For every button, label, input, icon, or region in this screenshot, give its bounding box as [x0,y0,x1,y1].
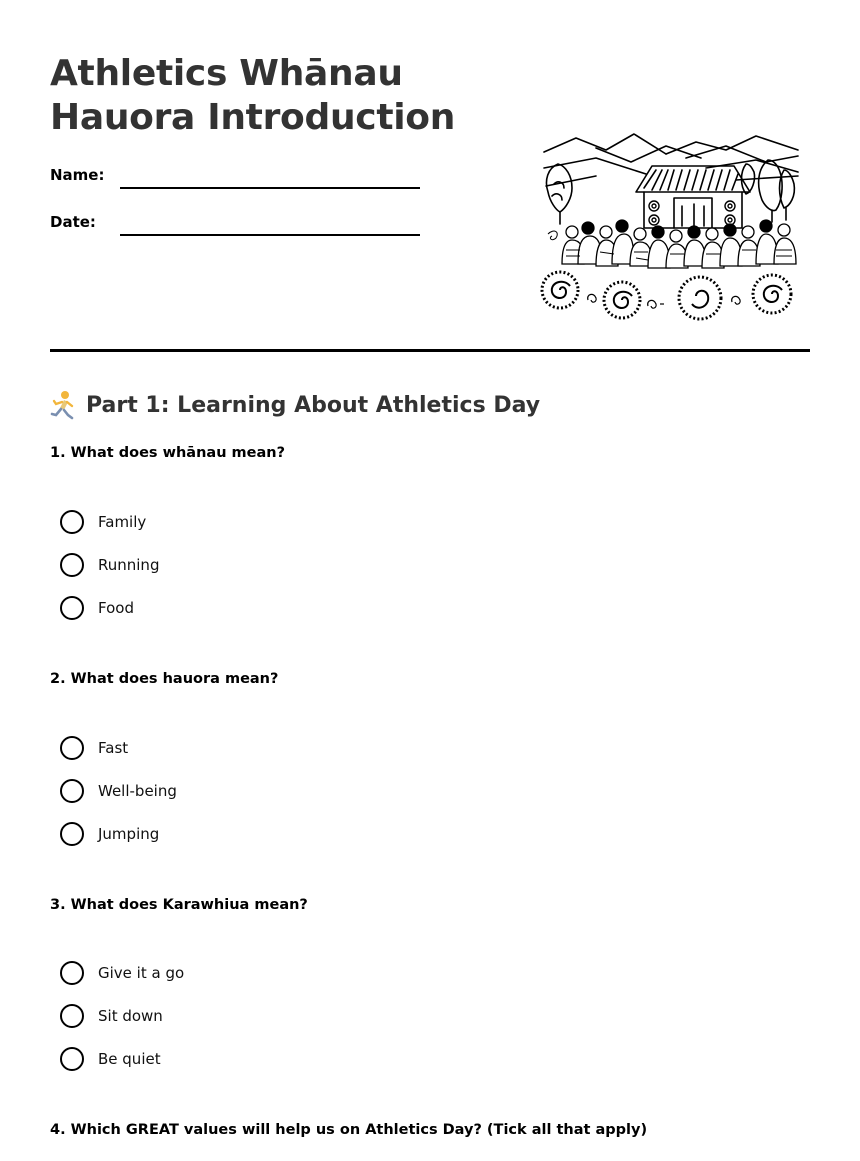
q3-option-be-quiet[interactable] [60,1046,161,1072]
radio-button[interactable] [60,1004,84,1028]
q3-option-sit-down[interactable] [60,1003,163,1029]
option-label: Jumping [98,825,160,843]
name-label: Name: [50,166,105,184]
question-2: 2. What does hauora mean? [50,671,279,687]
question-3: 3. What does Karawhiua mean? [50,897,308,913]
radio-button[interactable] [60,553,84,577]
q2-option-well-being[interactable] [60,778,177,804]
radio-button[interactable] [60,961,84,985]
radio-button[interactable] [60,736,84,760]
section-divider [50,349,810,352]
q1-option-food[interactable] [60,595,134,621]
title-line-1: Athletics Whānau [50,53,403,94]
title-line-2: Hauora Introduction [50,97,456,138]
option-label: Well-being [98,782,177,800]
radio-button[interactable] [60,1047,84,1071]
option-label: Family [98,513,147,531]
date-field[interactable] [120,234,420,236]
option-label: Fast [98,739,129,757]
date-label: Date: [50,213,96,231]
option-label: Food [98,599,134,617]
option-label: Give it a go [98,964,185,982]
radio-button[interactable] [60,510,84,534]
part1-heading-text: Part 1: Learning About Athletics Day [86,392,541,418]
q1-option-running[interactable] [60,552,159,578]
q2-option-jumping[interactable] [60,821,159,847]
option-label: Running [98,556,160,574]
q2-option-fast[interactable] [60,735,128,761]
q1-option-family[interactable] [60,509,146,535]
q3-option-give-it-a-go[interactable] [60,960,184,986]
part1-heading [50,388,540,422]
worksheet-title [50,52,455,140]
radio-button[interactable] [60,779,84,803]
radio-button[interactable] [60,596,84,620]
option-label: Sit down [98,1007,163,1025]
question-1: 1. What does whānau mean? [50,445,286,461]
question-4: 4. Which GREAT values will help us on Athletics Day? (Tick all that apply) [50,1122,648,1138]
name-field[interactable] [120,187,420,189]
runner-icon [50,390,76,420]
marae-gathering-illustration [536,128,804,324]
radio-button[interactable] [60,822,84,846]
option-label: Be quiet [98,1050,161,1068]
